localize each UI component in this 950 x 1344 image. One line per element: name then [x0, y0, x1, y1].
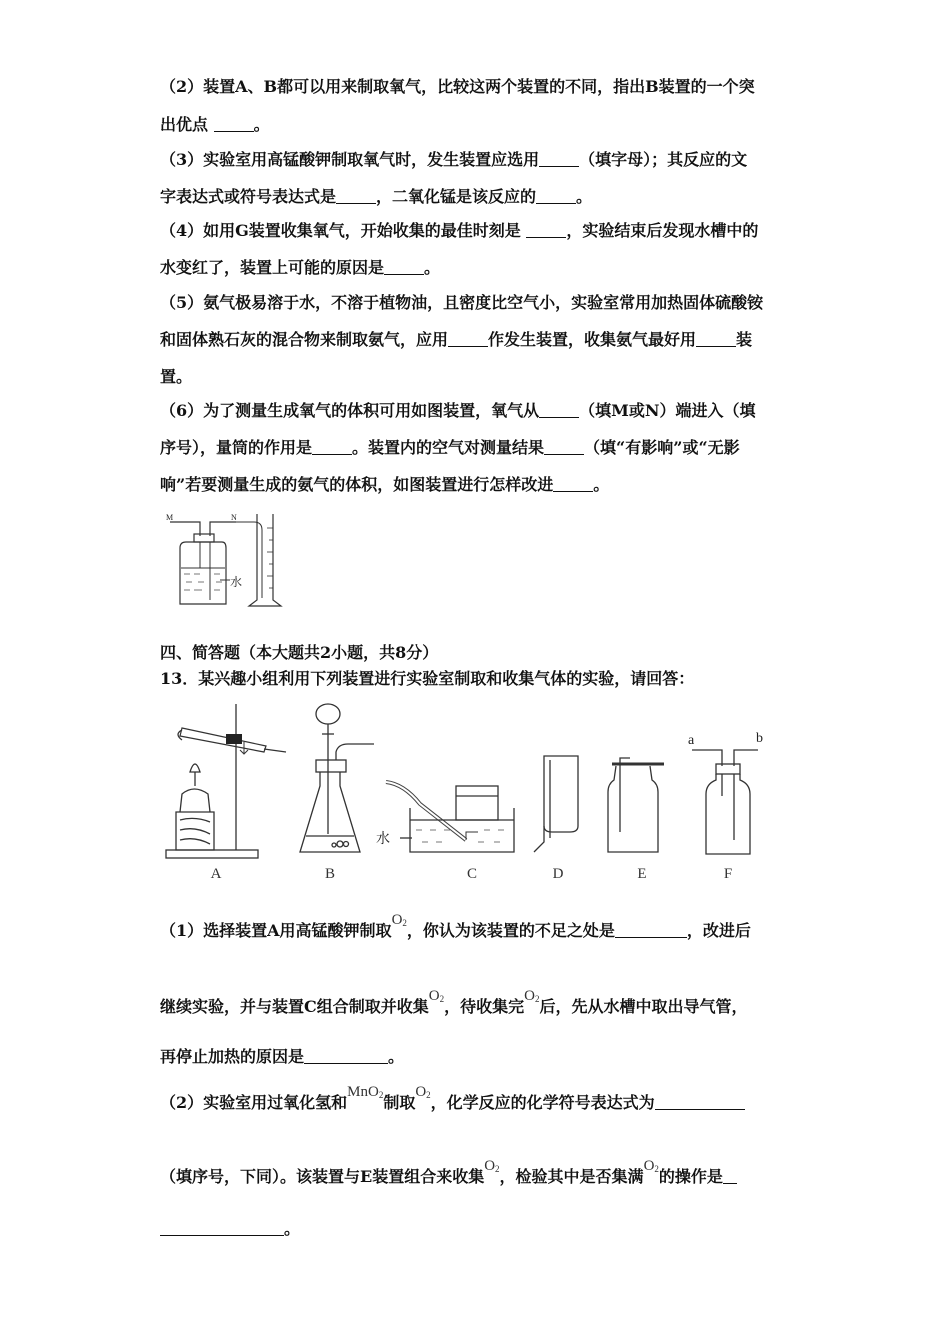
- apparatus-c: [386, 782, 514, 852]
- q13-part2-line3: 。: [160, 1218, 800, 1240]
- o2-formula: O2: [484, 1158, 500, 1174]
- q12-line-11: 序号），量筒的作用是 。装置内的空气对测量结果 （填“有影响”或“无影: [160, 438, 740, 457]
- answer-blank[interactable]: [304, 1047, 388, 1064]
- o2-formula: O2: [643, 1158, 659, 1174]
- apparatus-label-a: A: [210, 866, 222, 882]
- q12-line-6: 水变红了，装置上可能的原因是 。: [160, 258, 441, 277]
- answer-blank[interactable]: [723, 1167, 737, 1184]
- answer-blank[interactable]: [553, 475, 593, 492]
- q12-line-5: （4）如用G装置收集氧气，开始收集的最佳时刻是 ，实验结束后发现水槽中的: [160, 221, 759, 240]
- port-a-label: a: [688, 733, 695, 748]
- q12-line-10: （6）为了测量生成氧气的体积可用如图装置，氧气从 （填M或N）端进入（填: [160, 401, 756, 420]
- apparatus-b: [300, 704, 374, 852]
- water-label-c: 水: [376, 832, 390, 847]
- q13-part1-line2: 继续实验，并与装置C组合制取并收集O2，待收集完O2后，先从水槽中取出导气管，: [160, 988, 748, 1016]
- q12-line-12: 响”若要测量生成的氨气的体积，如图装置进行怎样改进 。: [160, 475, 610, 494]
- apparatus-label-f: F: [723, 866, 733, 882]
- mno2-formula: MnO2: [347, 1084, 384, 1100]
- answer-blank[interactable]: [615, 921, 687, 938]
- answer-blank[interactable]: [160, 1219, 284, 1236]
- water-label: 水: [230, 575, 243, 589]
- apparatus-figure-a-to-f: [160, 700, 800, 886]
- q13-part2-line1: （2）实验室用过氧化氢和MnO2制取O2，化学反应的化学符号表达式为: [160, 1092, 800, 1116]
- q12-line-2: 出优点 。: [160, 115, 270, 134]
- section-title: 四、简答题（本大题共2小题，共8分）: [160, 643, 439, 662]
- answer-blank[interactable]: [536, 187, 576, 204]
- q13-part1-line1: （1）选择装置A用高锰酸钾制取O2，你认为该装置的不足之处是 ，改进后: [160, 912, 751, 940]
- q13-part2-line2: （填序号，下同）。该装置与E装置组合来收集O2，检验其中是否集满O2的操作是: [160, 1166, 800, 1190]
- q12-line-3: （3）实验室用高锰酸钾制取氧气时，发生装置应选用 （填字母）；其反应的文: [160, 150, 748, 169]
- answer-blank[interactable]: [544, 438, 584, 455]
- answer-blank[interactable]: [214, 115, 254, 132]
- apparatus-label-c: C: [466, 866, 478, 882]
- port-n-label: N: [231, 513, 237, 522]
- answer-blank[interactable]: [696, 330, 736, 347]
- apparatus-label-e: E: [637, 866, 647, 882]
- answer-blank[interactable]: [539, 150, 579, 167]
- port-m-label: M: [166, 513, 174, 522]
- o2-formula: O2: [428, 988, 445, 1004]
- answer-blank[interactable]: [312, 438, 352, 455]
- answer-blank[interactable]: [336, 187, 376, 204]
- q12-line-9: 置。: [160, 367, 193, 386]
- q12-line-7: （5）氨气极易溶于水，不溶于植物油，且密度比空气小，实验室常用加热固体硫酸铵: [160, 293, 764, 312]
- port-b-label: b: [756, 731, 763, 746]
- apparatus-e: [608, 758, 664, 852]
- q12-line-1: （2）装置A、B都可以用来制取氧气，比较这两个装置的不同，指出B装置的一个突: [160, 77, 755, 96]
- q13-intro: 13．某兴趣小组利用下列装置进行实验室制取和收集气体的实验，请回答：: [160, 669, 695, 688]
- measurement-apparatus-figure: [158, 508, 308, 612]
- o2-formula: O2: [415, 1084, 431, 1100]
- answer-blank[interactable]: [448, 330, 488, 347]
- answer-blank[interactable]: [655, 1093, 745, 1110]
- o2-formula: O2: [391, 912, 407, 928]
- apparatus-label-b: B: [324, 866, 336, 882]
- o2-formula: O2: [524, 988, 540, 1004]
- apparatus-f: [692, 750, 758, 854]
- apparatus-label-d: D: [552, 866, 564, 882]
- q12-line-8: 和固体熟石灰的混合物来制取氨气，应用 作发生装置，收集氨气最好用 装: [160, 330, 753, 349]
- q13-part1-line3: 再停止加热的原因是 。: [160, 1047, 405, 1066]
- apparatus-a: [166, 704, 286, 858]
- answer-blank[interactable]: [539, 401, 579, 418]
- apparatus-d: [534, 756, 578, 852]
- answer-blank[interactable]: [526, 221, 566, 238]
- answer-blank[interactable]: [384, 258, 424, 275]
- q12-line-4: 字表达式或符号表达式是 ，二氧化锰是该反应的 。: [160, 187, 593, 206]
